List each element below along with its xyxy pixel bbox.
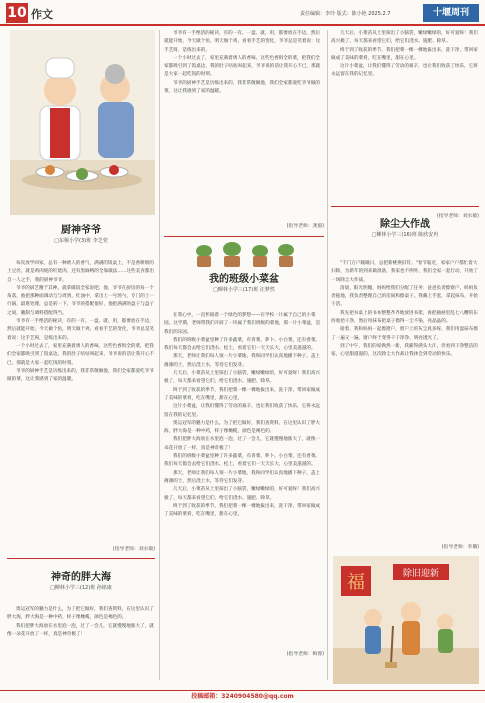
paragraph: 几天后，小菜苗从土里探出了小脑袋，嫩绿嫩绿的，好可爱呀！我们高兴极了，每天都来看望它们，给它们浇水、施肥、除草。 [331, 31, 478, 45]
page-number: 10 [7, 5, 27, 21]
article-body [7, 260, 155, 542]
article-title: 厨神爷爷 [61, 225, 101, 236]
fu-calligraphy: 福 [347, 572, 365, 593]
paragraph: 几天后，小菜苗从土里探出了小脑袋，嫩绿嫩绿的，好可爱呀！我们高兴极了，每天都来看望它们，给它们浇水、施肥、除草。 [164, 487, 321, 501]
article-divider [7, 558, 155, 559]
article-author: □柳林小学三(17)班 汪梦然 [213, 287, 275, 293]
paragraph: 那天，老师让我们每人领一片小菜地，我和同学们认真地播下种子，盖上薄薄的土，然后浇上水，等待它们发芽。 [164, 354, 321, 368]
article-title: 除尘大作战 [380, 219, 430, 230]
column-divider [327, 30, 328, 680]
article-title: 我的班级小菜盆 [209, 274, 279, 285]
paragraph: 一个小时过去了，家里充满着诱人的香味，这些色香俱全的菜，把我们全家都吸引到了饭桌边，我的肚子咕咕叫起来，爷爷说的话让我开心不已，那就是大家一起吃饭的时刻。 [7, 343, 155, 366]
paragraph: 那天，老师让我们每人领一片小菜地，我和同学们认真地播下种子，盖上薄薄的土，然后浇上水，等待它们发芽。 [164, 470, 321, 484]
paragraph: 爷爷的厨艺精于其神。就拿做饭全家说吧，他，爷爷在厨房的每一个角落，他把那种面调动与与周到，红油中，拿出上一号汤勺，专门的上一行锅，最难处理，总是转一下，爷爷的搭配很好，他把满满的盘子与盘子之间，腌制与调料搭配得当。 [7, 285, 155, 316]
article-body [331, 30, 479, 210]
article-author: □柳林小学三(12)班 孙铭康 [50, 585, 112, 591]
article-divider [331, 206, 479, 207]
paragraph: 清晨，阳光明媚，妈妈给我们分配了任务：爸爸负责擦窗户，妈妈负责拖地，我负责整理自己的房间和擦桌子。我戴上手套，拿起抹布，开始干活。 [331, 285, 479, 308]
article-body [7, 606, 155, 686]
article-divider [164, 236, 324, 237]
paragraph: 我们的班级小菜盆里种了许多蔬菜，有青菜、萝卜、小白菜，还有香菜。我们每天都会去给它们浇水、松土，看着它们一天天长大，心里美滋滋的。 [164, 337, 321, 352]
paragraph: 到了中午，我们的家焕然一新，我累得满头大汗，但看到干净整洁的家，心里甜滋滋的，这次除尘大作战让我体会到劳动的快乐。 [331, 343, 478, 358]
paragraph: "千门万户曈曈日，总把新桃换旧符。"春节临近，家家户户都忙着大扫除，为新年的到来做准备，我家也不例外，我们全家一起行动，开始了一场除尘大作战。 [331, 261, 479, 283]
article-body [164, 312, 324, 686]
paragraph: 几天后，小菜苗从土里探出了小脑袋，嫩绿嫩绿的，好可爱呀！我们高兴极了，每天都来看望它们，给它们浇水、施肥、除草。 [164, 371, 321, 385]
column-divider [159, 30, 160, 680]
paragraph: 这片小菜盆，让我们懂得了劳动的艰辛，也让我们收获了快乐，它将永远留在我的记忆里。 [164, 404, 321, 418]
teacher-signature: (指导老师：李璐) [441, 545, 479, 550]
paragraph: 终于到了收获的季节，我们把菜一棵一棵地拔出来，洗干净，带回家做成了美味的菜肴，吃在嘴里，甜在心里。 [331, 47, 478, 61]
chef-illustration [10, 30, 155, 215]
paragraph: 奥运冠军的魅力是什么，为了把它做好，我们查资料，在这里认识了胖大海，胖大海是一种中药，样子像橄榄，颜色是褐色的。 [164, 420, 321, 435]
page-header [0, 0, 485, 26]
paragraph: 在我心中，一直怀揣着一个绿色的梦想——在学校一片属于自己的小菜园。这学期，老师带我们开辟了一块属于我们班级的菜地，那一片小菜盆，是我们的乐园。 [164, 313, 321, 335]
paragraph: 我们把胖大海放在水里泡一泡，过了一会儿，它就慢慢地胀大了，就像一朵花开放了一样，真是神奇极了！ [7, 623, 154, 637]
teacher-signature: (指导老师：刘水敏) [436, 214, 479, 219]
teacher-signature: (指导老师：龚毅) [286, 224, 324, 229]
paragraph: 爷爷的厨神手艺是历练出来的，我非常敬佩他，我们全家都爱吃爷爷做的菜，这让我感到了家的温暖。 [164, 80, 321, 95]
paragraph: 这片小菜盆，让我们懂得了劳动的艰辛，也让我们收获了快乐，它将永远留在我的记忆里。 [331, 64, 478, 78]
paragraph: 每次放学回家，总有一种诱人的香气，满满的饭桌上，不是香喷喷的土豆丝，就是鸡肉炖的红烧肉，还有黑麻鸭的全靠做法……这些美食都出自一人之手，我的厨神爷爷。 [7, 261, 155, 283]
paragraph: 我们的班级小菜盆里种了许多蔬菜，有青菜、萝卜、小白菜，还有香菜。我们每天都会去给它们浇水、松土，看着它们一天天长大，心里美滋滋的。 [164, 454, 321, 468]
paragraph: 爷爷有一手绝活的秘诀，有的一有、一盘、就、用，都要放在手边，然后就能开始，今天做个鱼，明天做个鸡，看看手艺的变化，爷爷总是笑着说：这手艺呀，是练出来的。 [7, 319, 155, 341]
new-year-banner: 除旧迎新 [402, 569, 440, 579]
section-name: 作文 [31, 8, 53, 21]
paragraph: 爷爷有一手绝活的秘诀，有的一有、一盘、就、用，都要放在手边，然后就能开始，今天做个鱼，明天做个鸡，看看手艺的变化，爷爷总是笑着说：这手艺呀，是练出来的。 [164, 31, 321, 53]
teacher-signature: (指导老师：梅蓉) [286, 652, 324, 657]
paragraph: 我先把书桌上的书本整整齐齐地放进书架，再把抽屉里乱七八糟的东西收拾干净，然后用抹布把桌子擦得一尘不染，亮晶晶的。 [331, 310, 478, 325]
paragraph: 终于到了收获的季节，我们把菜一棵一棵地拔出来，洗干净，带回家做成了美味的菜肴，吃在嘴里，甜在心里。 [164, 387, 321, 401]
plant-pots-illustration [190, 241, 300, 269]
article-title: 神奇的胖大海 [51, 572, 111, 583]
article-author: □东堰小学(3)班 李芝萱 [54, 238, 108, 244]
article-body [164, 30, 324, 220]
paragraph: 我们把胖大海放在水里泡一泡，过了一会儿，它就慢慢地胀大了，就像一朵花开放了一样，真是神奇极了！ [164, 437, 321, 451]
paragraph: 奥运冠军的魅力是什么，为了把它做好，我们查资料，在这里认识了胖大海，胖大海是一种中药，样子像橄榄，颜色是褐色的。 [7, 607, 154, 621]
paragraph: 爷爷的厨神手艺是历练出来的，我非常敬佩他，我们全家都爱吃爷爷做的菜，这让我感到了家的温暖。 [7, 368, 154, 383]
submission-email: 投稿邮箱：3240904580@qq.com [0, 690, 485, 703]
paragraph: 终于到了收获的季节，我们把菜一棵一棵地拔出来，洗干净，带回家做成了美味的菜肴，吃在嘴里，甜在心里。 [164, 503, 321, 518]
editor-meta: 责任编辑：李玲 版式：陈小艳 2025.2.7 [300, 11, 391, 17]
brand-logo: 十堰周刊 [423, 4, 479, 22]
article-body [331, 260, 479, 542]
paragraph: 接着，我和妈妈一起擦窗户，窗户上的灰尘真多呀，我们用湿抹布擦了一遍又一遍，窗户终于变得干干净净、明亮透光了。 [331, 327, 478, 341]
teacher-signature: (指导老师：刘水敏) [112, 547, 155, 552]
paragraph: 一个小时过去了，家里充满着诱人的香味，这些色香俱全的菜，把我们全家都吸引到了饭桌边，我的肚子咕咕叫起来，爷爷说的话让我开心不已，那就是大家一起吃饭的时刻。 [164, 55, 321, 78]
family-cleaning-illustration [333, 556, 479, 684]
article-author: □柳林小学三(16)班 陈欣安冉 [371, 232, 439, 238]
